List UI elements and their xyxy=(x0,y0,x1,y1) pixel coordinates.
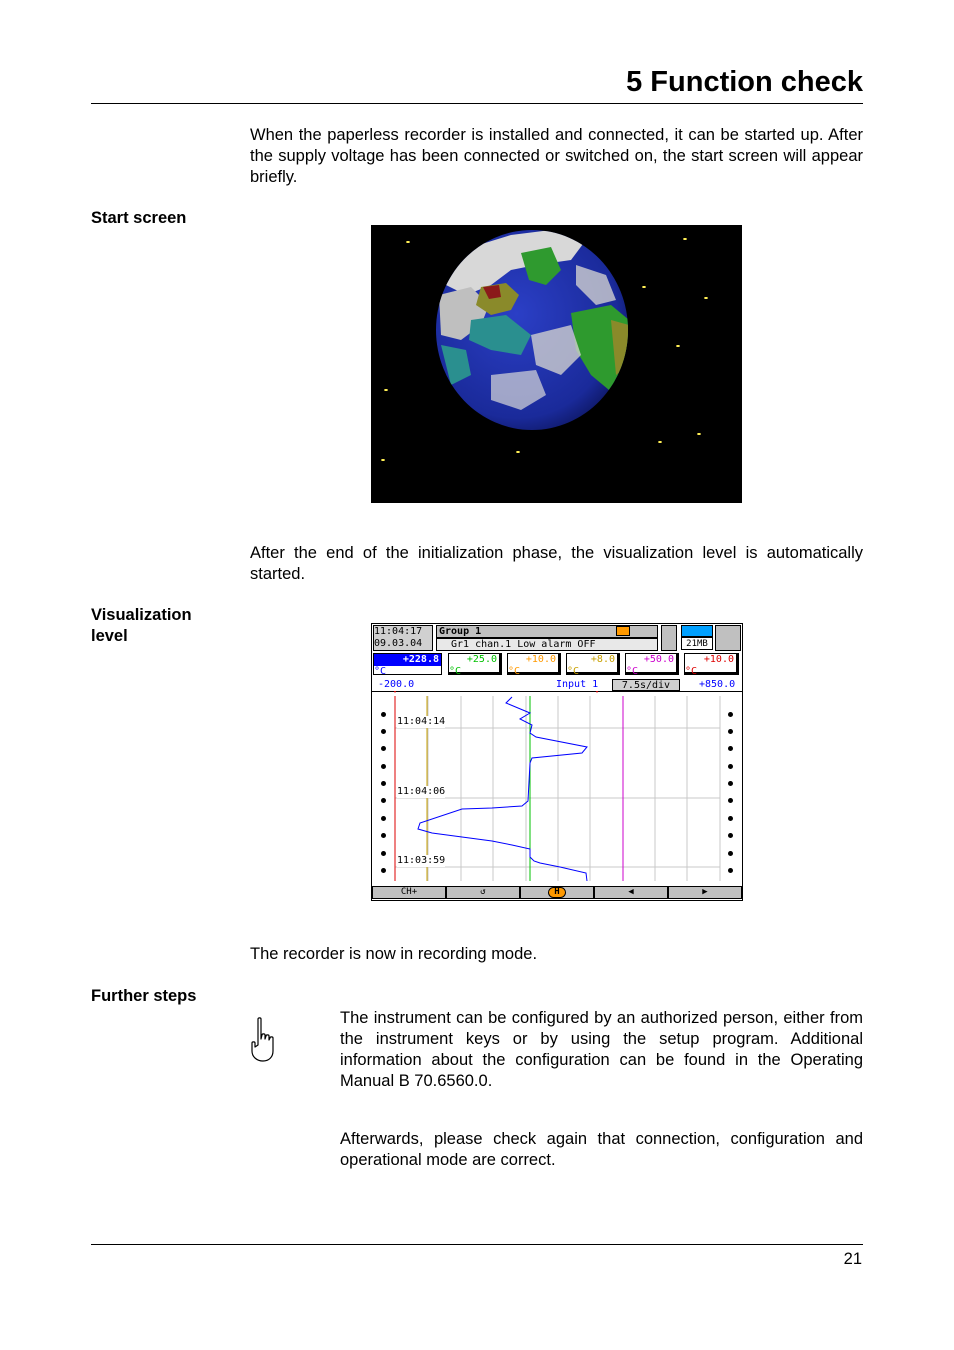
start-screen-image xyxy=(371,225,742,503)
recorder-screen xyxy=(371,623,743,901)
softkey-history[interactable] xyxy=(520,886,594,899)
further-steps-heading: Further steps xyxy=(91,987,197,1005)
right-marker-dot xyxy=(728,816,733,821)
scale-min: -200.0 xyxy=(378,679,415,690)
softkey-scroll-left[interactable]: ◀ xyxy=(594,886,668,899)
right-marker-dot xyxy=(728,764,733,769)
channel-4-unit: °C xyxy=(567,666,580,677)
time-readout: 11:04:17 xyxy=(374,626,423,637)
softkey-channel-next[interactable]: CH+ xyxy=(372,886,446,899)
channel-5-value: +50.0 xyxy=(643,654,674,665)
init-paragraph: After the end of the initialization phase, the visualization level is automatically started. xyxy=(250,544,863,583)
left-marker-dot xyxy=(381,833,386,838)
start-screen-heading: Start screen xyxy=(91,209,187,227)
left-marker-dot xyxy=(381,868,386,873)
left-marker-dot xyxy=(381,712,386,717)
left-marker-dot xyxy=(381,781,386,786)
right-marker-dot xyxy=(728,798,733,803)
status-bar xyxy=(661,625,677,651)
scale-channel: Input 1 xyxy=(556,679,599,690)
right-marker-dot xyxy=(728,712,733,717)
further-steps-paragraph-2: Afterwards, please check again that connection, configuration and operational mode are correct. xyxy=(340,1130,863,1169)
channel-1-unit: °C xyxy=(374,666,387,677)
memory-readout: 21MB xyxy=(681,637,713,650)
right-marker-dot xyxy=(728,746,733,751)
right-marker-dot xyxy=(728,868,733,873)
time-label-1: 11:04:14 xyxy=(397,716,446,727)
channel-2-value: +25.0 xyxy=(466,654,497,665)
time-label-3: 11:03:59 xyxy=(397,855,446,866)
intro-paragraph: When the paperless recorder is installed and connected, it can be started up. After the supply voltage has been connected or switched on, the start screen will appear briefly. xyxy=(250,126,863,186)
channel-5-unit: °C xyxy=(626,666,639,677)
softkey-refresh[interactable]: ↺ xyxy=(446,886,520,899)
channel-6-box xyxy=(684,653,739,675)
history-key-label: H xyxy=(548,887,565,898)
right-marker-dot xyxy=(728,851,733,856)
page-number: 21 xyxy=(843,1250,862,1268)
datetime-box xyxy=(373,625,433,651)
earth-graphic xyxy=(371,225,742,503)
channel-3-box xyxy=(507,653,561,675)
time-per-division: 7.5s/div xyxy=(612,679,680,691)
channel-2-unit: °C xyxy=(449,666,462,677)
left-marker-dot xyxy=(381,746,386,751)
right-marker-dot xyxy=(728,833,733,838)
recording-paragraph: The recorder is now in recording mode. xyxy=(250,945,538,963)
left-marker-dot xyxy=(381,764,386,769)
visualization-heading: Visualization level xyxy=(91,606,192,645)
channel-3-value: +10.0 xyxy=(525,654,556,665)
channel-3-unit: °C xyxy=(508,666,521,677)
group-title: Group 1 xyxy=(436,625,658,638)
right-marker-dot xyxy=(728,781,733,786)
right-marker-dot xyxy=(728,729,733,734)
left-marker-dot xyxy=(381,798,386,803)
memory-icon xyxy=(681,625,713,637)
channel-6-value: +10.0 xyxy=(703,654,734,665)
scale-max: +850.0 xyxy=(699,679,736,690)
channel-5-box xyxy=(625,653,679,675)
alarm-message: Gr1 chan.1 Low alarm OFF xyxy=(436,638,658,651)
left-marker-dot xyxy=(381,729,386,734)
channel-4-value: +8.0 xyxy=(590,654,615,665)
header-rule xyxy=(91,103,863,104)
status-box xyxy=(715,625,741,651)
channel-4-box xyxy=(566,653,620,675)
chapter-title: 5 Function check xyxy=(626,66,863,98)
channel-2-box xyxy=(448,653,502,675)
channel-6-unit: °C xyxy=(685,666,698,677)
left-marker-dot xyxy=(381,816,386,821)
time-label-2: 11:04:06 xyxy=(397,786,446,797)
further-steps-paragraph-1: The instrument can be configured by an authorized person, either from the instrument keys or by using the setup program. Additional information about the configuration can be found in the Operating Manual B 70.6560.0. xyxy=(340,1009,863,1090)
channel-1-box xyxy=(373,653,442,675)
date-readout: 09.03.04 xyxy=(374,638,423,649)
pointing-hand-icon xyxy=(250,1017,274,1063)
footer-rule xyxy=(91,1244,863,1245)
softkey-scroll-right[interactable]: ▶ xyxy=(668,886,742,899)
left-marker-dot xyxy=(381,851,386,856)
battery-icon xyxy=(616,626,630,636)
channel-1-value: +228.8 xyxy=(374,654,441,666)
